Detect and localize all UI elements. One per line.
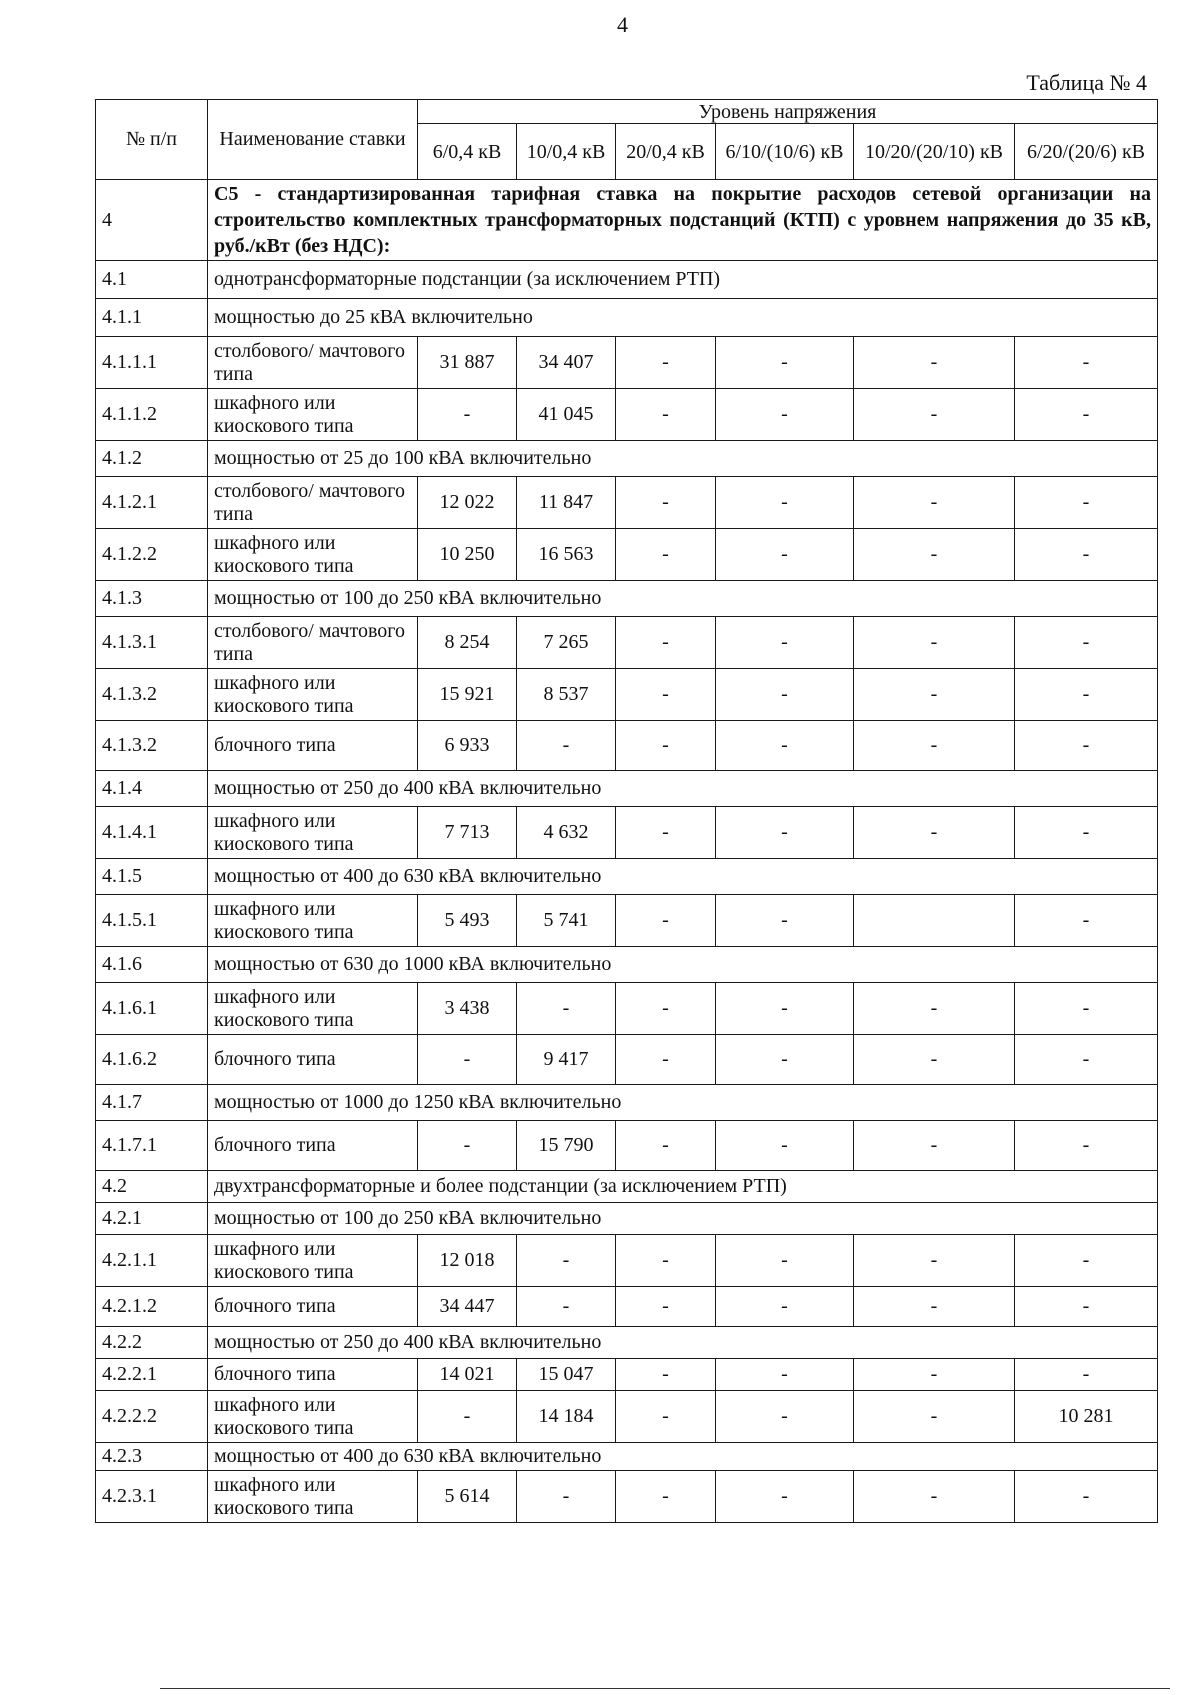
- rate-cell: 41 045: [517, 389, 616, 441]
- rate-cell: -: [1015, 983, 1158, 1035]
- rate-cell: 14 021: [418, 1359, 517, 1391]
- group-title: мощностью от 100 до 250 кВА включительно: [208, 581, 1158, 617]
- rate-cell: -: [716, 1287, 854, 1327]
- table-row: [96, 1121, 1158, 1171]
- rate-cell: 7 265: [517, 617, 616, 669]
- row-number: 4.2: [96, 1171, 208, 1203]
- row-name: блочного типа: [208, 1035, 418, 1085]
- rate-cell: -: [1015, 617, 1158, 669]
- rate-cell: -: [616, 1035, 716, 1085]
- rate-cell: -: [517, 1471, 616, 1523]
- row-number: 4.1.3.2: [96, 721, 208, 771]
- group-title: однотрансформаторные подстанции (за исключением РТП): [208, 261, 1158, 299]
- group-title: мощностью от 400 до 630 кВА включительно: [208, 1443, 1158, 1471]
- rate-cell: -: [854, 807, 1015, 859]
- row-name: блочного типа: [208, 1121, 418, 1171]
- rate-cell: -: [1015, 337, 1158, 389]
- row-number: 4.1.7: [96, 1085, 208, 1121]
- rate-cell: -: [616, 1235, 716, 1287]
- rate-cell: -: [1015, 669, 1158, 721]
- rate-cell: -: [716, 1035, 854, 1085]
- row-name: шкафного или киоскового типа: [208, 895, 418, 947]
- rate-cell: -: [616, 1359, 716, 1391]
- row-number: 4.1.1.2: [96, 389, 208, 441]
- rate-cell: -: [418, 1391, 517, 1443]
- rate-cell: -: [854, 1121, 1015, 1171]
- row-number: 4.1.2.1: [96, 477, 208, 529]
- row-number: 4.1.1: [96, 299, 208, 337]
- rate-cell: 8 537: [517, 669, 616, 721]
- row-number: 4.1.6: [96, 947, 208, 983]
- group-title: двухтрансформаторные и более подстанции (за исключением РТП): [208, 1171, 1158, 1203]
- rate-cell: -: [1015, 1287, 1158, 1327]
- rate-cell: 34 407: [517, 337, 616, 389]
- row-name: блочного типа: [208, 1287, 418, 1327]
- group-row: [96, 859, 1158, 895]
- row-number: 4.1.3: [96, 581, 208, 617]
- rate-cell: 6 933: [418, 721, 517, 771]
- rate-cell: -: [418, 389, 517, 441]
- rate-cell: -: [716, 617, 854, 669]
- rate-cell: -: [716, 669, 854, 721]
- row-name: шкафного или киоскового типа: [208, 807, 418, 859]
- rate-cell: 31 887: [418, 337, 517, 389]
- rate-cell: -: [616, 1471, 716, 1523]
- row-number: 4.2.2.1: [96, 1359, 208, 1391]
- row-number: 4.1: [96, 261, 208, 299]
- group-row: [96, 1171, 1158, 1203]
- rate-cell: -: [616, 669, 716, 721]
- group-row: [96, 581, 1158, 617]
- rate-cell: -: [854, 721, 1015, 771]
- rate-cell: -: [716, 477, 854, 529]
- table-row: [96, 1035, 1158, 1085]
- header-voltage: 6/10/(10/6) кВ: [716, 124, 854, 180]
- group-row: [96, 771, 1158, 807]
- row-number: 4.2.3: [96, 1443, 208, 1471]
- rate-cell: 9 417: [517, 1035, 616, 1085]
- rate-cell: -: [517, 721, 616, 771]
- header-voltage: 6/20/(20/6) кВ: [1015, 124, 1158, 180]
- table-caption: Таблица № 4: [1026, 70, 1147, 95]
- rate-cell: -: [616, 337, 716, 389]
- header-voltage: 10/0,4 кВ: [517, 124, 616, 180]
- header-name: Наименование ставки: [208, 100, 418, 180]
- rate-cell: -: [418, 1035, 517, 1085]
- row-name: шкафного или киоскового типа: [208, 983, 418, 1035]
- row-number: 4.2.2: [96, 1327, 208, 1359]
- table-row: [96, 895, 1158, 947]
- rate-cell: -: [854, 1035, 1015, 1085]
- rate-cell: -: [517, 983, 616, 1035]
- row-number: 4.1.5: [96, 859, 208, 895]
- rate-cell: -: [1015, 1359, 1158, 1391]
- row-name: столбового/ мачтового типа: [208, 617, 418, 669]
- group-row: [96, 299, 1158, 337]
- rate-cell: -: [716, 1471, 854, 1523]
- group-row: [96, 261, 1158, 299]
- group-title: мощностью от 250 до 400 кВА включительно: [208, 771, 1158, 807]
- header-voltage: 10/20/(20/10) кВ: [854, 124, 1015, 180]
- row-number: 4.1.2.2: [96, 529, 208, 581]
- rate-cell: 7 713: [418, 807, 517, 859]
- rate-cell: -: [616, 477, 716, 529]
- rate-cell: -: [616, 983, 716, 1035]
- section-title: С5 - стандартизированная тарифная ставка на покрытие расходов сетевой организации на строительство комплектных трансформаторных подстанций (КТП) с уровнем напряжения до 35 кВ, руб./кВт (без НДС):: [208, 180, 1158, 261]
- rate-cell: -: [1015, 721, 1158, 771]
- rate-cell: -: [716, 807, 854, 859]
- row-number: 4.2.3.1: [96, 1471, 208, 1523]
- row-name: шкафного или киоскового типа: [208, 529, 418, 581]
- rate-cell: -: [716, 1235, 854, 1287]
- rate-cell: -: [616, 389, 716, 441]
- group-title: мощностью от 25 до 100 кВА включительно: [208, 441, 1158, 477]
- row-number: 4.1.3.2: [96, 669, 208, 721]
- rate-cell: -: [716, 337, 854, 389]
- group-title: мощностью от 1000 до 1250 кВА включительно: [208, 1085, 1158, 1121]
- rate-cell: -: [716, 1359, 854, 1391]
- row-name: шкафного или киоскового типа: [208, 669, 418, 721]
- row-number: 4.1.5.1: [96, 895, 208, 947]
- tariff-table: [95, 99, 1158, 1523]
- rate-cell: 5 493: [418, 895, 517, 947]
- group-row: [96, 441, 1158, 477]
- group-row: [96, 1443, 1158, 1471]
- rate-cell: -: [716, 983, 854, 1035]
- header-voltage: 6/0,4 кВ: [418, 124, 517, 180]
- rate-cell: -: [854, 477, 1015, 529]
- rate-cell: -: [716, 721, 854, 771]
- rate-cell: -: [854, 669, 1015, 721]
- group-title: мощностью до 25 кВА включительно: [208, 299, 1158, 337]
- rate-cell: -: [1015, 1121, 1158, 1171]
- row-number: 4.1.2: [96, 441, 208, 477]
- rate-cell: -: [616, 1121, 716, 1171]
- table-row: [96, 529, 1158, 581]
- rate-cell: -: [1015, 895, 1158, 947]
- table-row: [96, 1391, 1158, 1443]
- rate-cell: -: [418, 1121, 517, 1171]
- rate-cell: 15 790: [517, 1121, 616, 1171]
- group-title: мощностью от 250 до 400 кВА включительно: [208, 1327, 1158, 1359]
- rate-cell: -: [854, 529, 1015, 581]
- table-row: [96, 617, 1158, 669]
- rate-cell: 14 184: [517, 1391, 616, 1443]
- rate-cell: -: [1015, 807, 1158, 859]
- group-title: мощностью от 630 до 1000 кВА включительно: [208, 947, 1158, 983]
- row-number: 4.1.3.1: [96, 617, 208, 669]
- row-number: 4.2.2.2: [96, 1391, 208, 1443]
- row-number: 4.2.1: [96, 1203, 208, 1235]
- rate-cell: -: [616, 807, 716, 859]
- rate-cell: -: [854, 1235, 1015, 1287]
- rate-cell: 10 281: [1015, 1391, 1158, 1443]
- header-row-top: [96, 100, 1158, 124]
- rate-cell: -: [616, 529, 716, 581]
- row-number: 4.2.1.1: [96, 1235, 208, 1287]
- header-voltage-group: Уровень напряжения: [418, 100, 1158, 124]
- rate-cell: 15 921: [418, 669, 517, 721]
- rate-cell: -: [716, 895, 854, 947]
- row-number: 4.1.1.1: [96, 337, 208, 389]
- rate-cell: 5 741: [517, 895, 616, 947]
- rate-cell: 8 254: [418, 617, 517, 669]
- row-number: 4: [96, 180, 208, 261]
- group-row: [96, 1327, 1158, 1359]
- header-num: № п/п: [96, 100, 208, 180]
- header-voltage: 20/0,4 кВ: [616, 124, 716, 180]
- table-row: [96, 477, 1158, 529]
- rate-cell: -: [1015, 477, 1158, 529]
- row-number: 4.1.7.1: [96, 1121, 208, 1171]
- rate-cell: -: [1015, 1235, 1158, 1287]
- row-name: столбового/ мачтового типа: [208, 337, 418, 389]
- rate-cell: 15 047: [517, 1359, 616, 1391]
- rate-cell: -: [616, 617, 716, 669]
- rate-cell: 10 250: [418, 529, 517, 581]
- rate-cell: -: [854, 983, 1015, 1035]
- rate-cell: 16 563: [517, 529, 616, 581]
- rate-cell: -: [854, 337, 1015, 389]
- rate-cell: [854, 895, 1015, 947]
- bottom-rule: [160, 1688, 1170, 1689]
- rate-cell: -: [854, 1391, 1015, 1443]
- rate-cell: -: [854, 1471, 1015, 1523]
- table-row: [96, 1235, 1158, 1287]
- group-title: мощностью от 400 до 630 кВА включительно: [208, 859, 1158, 895]
- rate-cell: -: [517, 1235, 616, 1287]
- row-name: блочного типа: [208, 721, 418, 771]
- rate-cell: 4 632: [517, 807, 616, 859]
- rate-cell: -: [616, 1391, 716, 1443]
- table-row: [96, 669, 1158, 721]
- rate-cell: -: [1015, 1471, 1158, 1523]
- rate-cell: -: [854, 389, 1015, 441]
- row-name: шкафного или киоскового типа: [208, 389, 418, 441]
- table-body: [96, 180, 1158, 1523]
- table-row: [96, 721, 1158, 771]
- rate-cell: -: [616, 721, 716, 771]
- row-number: 4.1.4.1: [96, 807, 208, 859]
- table-row: [96, 1471, 1158, 1523]
- rate-cell: -: [517, 1287, 616, 1327]
- rate-cell: -: [854, 1359, 1015, 1391]
- row-name: столбового/ мачтового типа: [208, 477, 418, 529]
- rate-cell: -: [716, 1391, 854, 1443]
- rate-cell: 34 447: [418, 1287, 517, 1327]
- table-row: [96, 389, 1158, 441]
- row-number: 4.2.1.2: [96, 1287, 208, 1327]
- rate-cell: -: [854, 617, 1015, 669]
- rate-cell: -: [854, 1287, 1015, 1327]
- rate-cell: 11 847: [517, 477, 616, 529]
- row-number: 4.1.6.2: [96, 1035, 208, 1085]
- rate-cell: -: [716, 1121, 854, 1171]
- row-number: 4.1.6.1: [96, 983, 208, 1035]
- row-name: шкафного или киоскового типа: [208, 1235, 418, 1287]
- table-row: [96, 337, 1158, 389]
- page-number: 4: [617, 12, 628, 37]
- rate-cell: -: [1015, 529, 1158, 581]
- row-name: шкафного или киоскового типа: [208, 1471, 418, 1523]
- table-row: [96, 1287, 1158, 1327]
- table-header: [96, 100, 1158, 180]
- table-row: [96, 807, 1158, 859]
- table-row: [96, 1359, 1158, 1391]
- group-row: [96, 1203, 1158, 1235]
- section-row: [96, 180, 1158, 261]
- rate-cell: 12 018: [418, 1235, 517, 1287]
- rate-cell: 12 022: [418, 477, 517, 529]
- rate-cell: 3 438: [418, 983, 517, 1035]
- group-row: [96, 947, 1158, 983]
- row-name: блочного типа: [208, 1359, 418, 1391]
- row-name: шкафного или киоскового типа: [208, 1391, 418, 1443]
- group-title: мощностью от 100 до 250 кВА включительно: [208, 1203, 1158, 1235]
- rate-cell: -: [1015, 1035, 1158, 1085]
- rate-cell: -: [616, 895, 716, 947]
- rate-cell: -: [616, 1287, 716, 1327]
- rate-cell: 5 614: [418, 1471, 517, 1523]
- rate-cell: -: [716, 529, 854, 581]
- rate-cell: -: [1015, 389, 1158, 441]
- rate-cell: -: [716, 389, 854, 441]
- row-number: 4.1.4: [96, 771, 208, 807]
- group-row: [96, 1085, 1158, 1121]
- table-row: [96, 983, 1158, 1035]
